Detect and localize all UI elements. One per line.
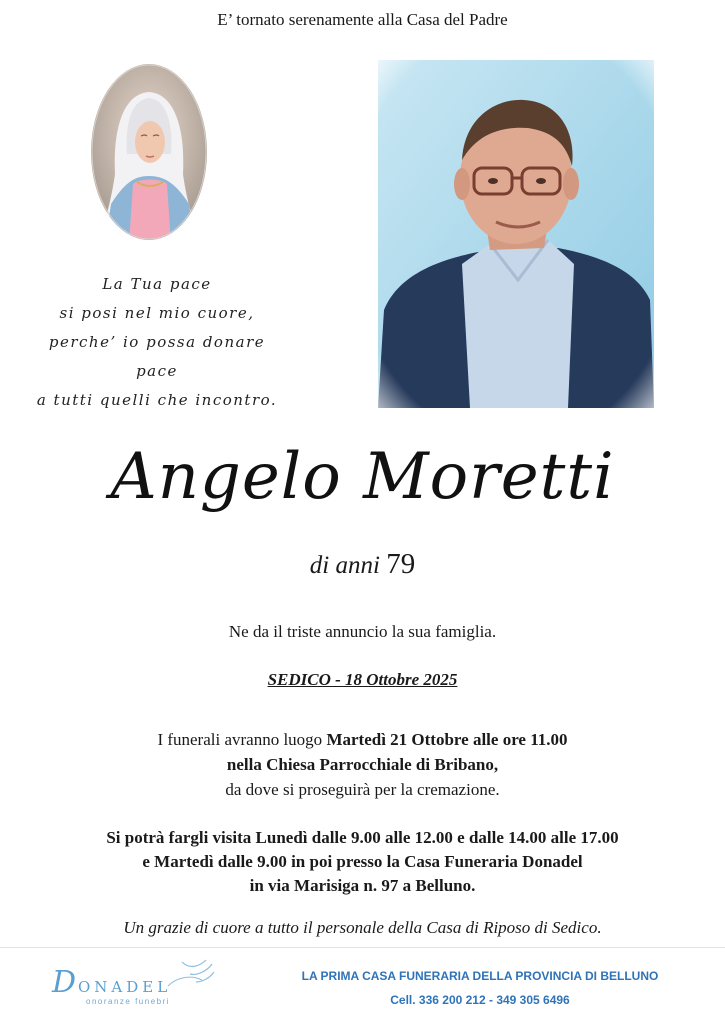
deceased-name: Angelo Moretti xyxy=(110,440,615,514)
funeral-intro: I funerali avranno luogo xyxy=(157,730,323,749)
prayer-line: si posi nel mio cuore, xyxy=(59,304,255,322)
announcement-text: Ne da il triste annuncio la sua famiglia. xyxy=(228,622,497,641)
funeral-church: nella Chiesa Parrocchiale di Bribano, xyxy=(226,755,499,774)
donadel-logo xyxy=(50,956,220,1014)
funeral-line-3: da dove si proseguirà per la cremazione. xyxy=(225,780,500,799)
footer-tagline: LA PRIMA CASA FUNERARIA DELLA PROVINCIA DI BELLUNO xyxy=(301,969,659,983)
funeral-line-2 xyxy=(0,752,725,777)
funeral-line-1 xyxy=(0,727,725,752)
deceased-age xyxy=(0,548,725,581)
visit-details xyxy=(0,826,725,898)
logo-wordmark: ONADEL xyxy=(78,978,172,996)
visit-line: in via Marisiga n. 97 a Belluno. xyxy=(249,876,476,895)
funeral-details xyxy=(0,727,725,802)
prayer-line: La Tua pace xyxy=(102,275,212,293)
thanks-text: Un grazie di cuore a tutto il personale della Casa di Riposo di Sedico. xyxy=(123,918,602,937)
funeral-date-time: Martedì 21 Ottobre alle ore 11.00 xyxy=(326,730,568,749)
age-value: 79 xyxy=(386,548,416,580)
logo-subtext: onoranze funebri xyxy=(86,997,171,1006)
header-text: E’ tornato serenamente alla Casa del Padre xyxy=(217,10,508,29)
prayer-line: perche’ io possa donare pace xyxy=(48,333,266,380)
footer-divider xyxy=(0,947,725,948)
logo-initial: D xyxy=(52,965,77,1000)
madonna-portrait xyxy=(91,64,207,240)
prayer-text xyxy=(26,270,288,415)
visit-line: e Martedì dalle 9.00 in poi presso la Casa Funeraria Donadel xyxy=(142,852,583,871)
place-date: SEDICO - 18 Ottobre 2025 xyxy=(267,670,458,689)
prayer-line: a tutti quelli che incontro. xyxy=(36,391,278,409)
age-prefix: di anni xyxy=(309,552,380,579)
visit-line: Si potrà fargli visita Lunedì dalle 9.00 alle 12.00 e dalle 14.00 alle 17.00 xyxy=(106,828,619,847)
deceased-photo xyxy=(378,60,654,408)
footer-phones: Cell. 336 200 212 - 349 305 6496 xyxy=(390,993,570,1007)
